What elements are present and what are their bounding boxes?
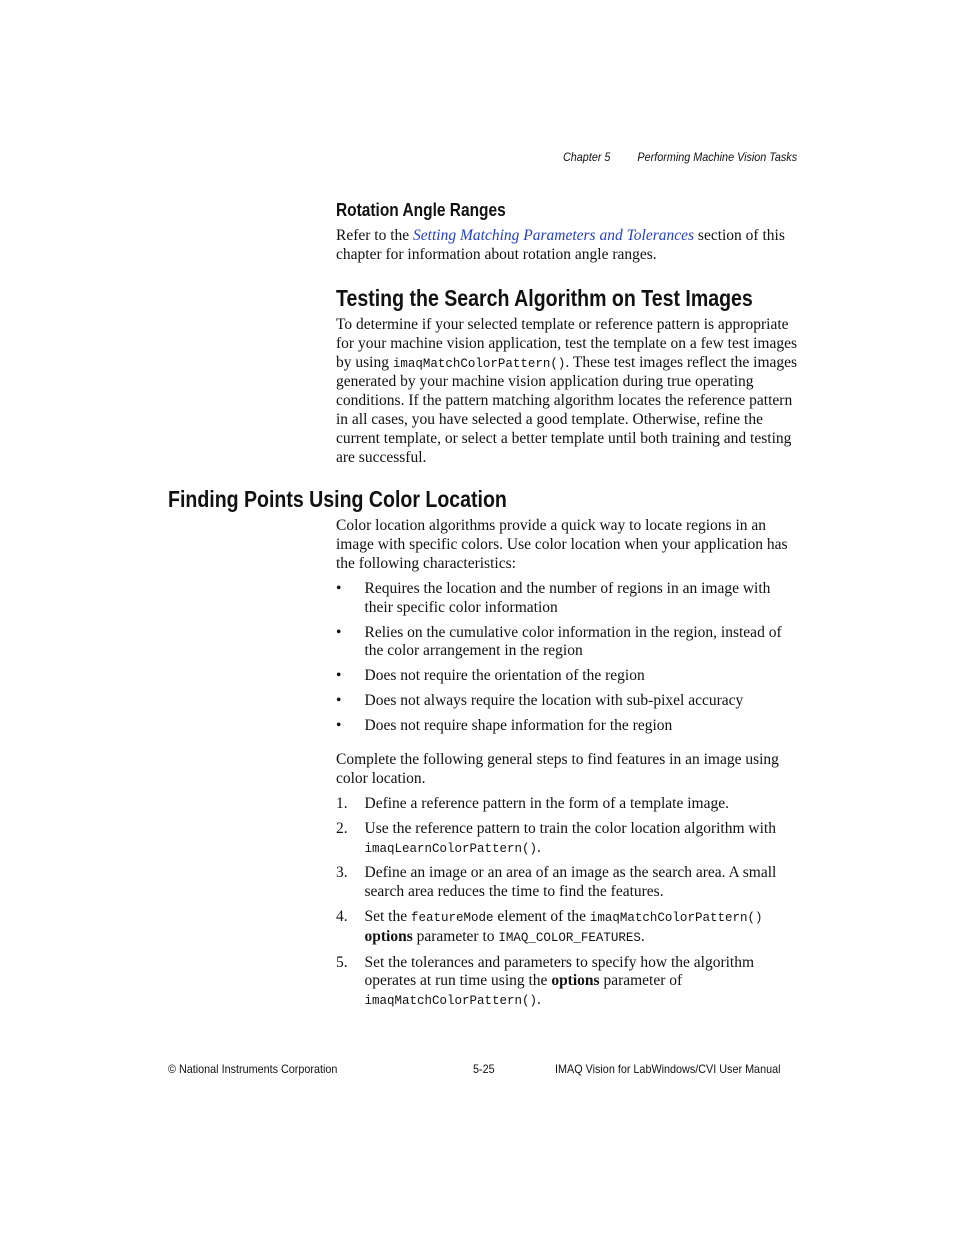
list-item bbox=[336, 624, 801, 662]
list-item-text: Does not always require the location with sub-pixel accuracy bbox=[364, 691, 744, 709]
footer-manual-title: IMAQ Vision for LabWindows/CVI User Manual bbox=[555, 1062, 781, 1076]
step-5 bbox=[336, 954, 801, 1011]
finding-heading: Finding Points Using Color Location bbox=[168, 486, 507, 512]
step-text: Define an image or an area of an image as the search area. A small search area reduces the time to find the features. bbox=[364, 864, 777, 901]
step-text: Set the bbox=[364, 907, 411, 925]
step-text: element of the bbox=[493, 907, 590, 925]
step-number: 2. bbox=[336, 819, 348, 837]
testing-text-2: . These test images reflect the images generated by your machine vision application during true operating conditions. If the pattern matching algorithm locates the reference pattern in all cases, you have selected a good template. Otherwise, refine the current template, or select a better template until both training and testing are successful. bbox=[336, 353, 798, 466]
list-item bbox=[336, 717, 801, 736]
rotation-text-after: section of this chapter for information about rotation angle ranges. bbox=[336, 227, 785, 263]
characteristics-list bbox=[336, 580, 801, 736]
list-item-text: Relies on the cumulative color information in the region, instead of the color arrangement in the region bbox=[364, 623, 782, 660]
steps-intro: Complete the following general steps to find features in an image using color location. bbox=[336, 751, 779, 787]
step-bold: options bbox=[551, 972, 600, 990]
step-number: 3. bbox=[336, 864, 348, 882]
step-end: . bbox=[537, 991, 541, 1009]
testing-text-1: To determine if your selected template or reference pattern is appropriate for your machine vision application, test the template on a few test images by using bbox=[336, 316, 797, 371]
step-text: parameter of bbox=[599, 972, 683, 990]
step-text: parameter to bbox=[412, 927, 499, 945]
footer-page-number: 5-25 bbox=[473, 1062, 495, 1076]
list-item bbox=[336, 667, 801, 686]
footer-copyright bbox=[168, 1062, 337, 1076]
step-number: 1. bbox=[336, 795, 348, 812]
step-code: imaqMatchColorPattern() bbox=[364, 994, 538, 1009]
testing-heading: Testing the Search Algorithm on Test Images bbox=[336, 285, 753, 311]
step-text: Set the tolerances and parameters to specify how the algorithm operates at run time using the bbox=[364, 953, 755, 990]
step-2 bbox=[336, 820, 801, 859]
bullet-marker: • bbox=[336, 623, 342, 641]
bullet-marker: • bbox=[336, 691, 342, 709]
rotation-text-before: Refer to the bbox=[336, 227, 414, 244]
header-title: Performing Machine Vision Tasks bbox=[637, 150, 798, 164]
footer-left-text: © National Instruments Corporation bbox=[168, 1062, 338, 1076]
step-code: imaqMatchColorPattern() bbox=[589, 910, 763, 925]
list-item-text: Does not require shape information for the region bbox=[364, 716, 673, 734]
rotation-heading: Rotation Angle Ranges bbox=[336, 200, 506, 220]
list-item-text: Requires the location and the number of regions in an image with their specific color information bbox=[364, 580, 771, 616]
rotation-paragraph bbox=[336, 227, 801, 265]
step-number: 4. bbox=[336, 907, 348, 925]
step-bold: options bbox=[364, 927, 413, 945]
step-1 bbox=[336, 795, 801, 814]
list-item bbox=[336, 692, 801, 711]
bullet-marker: • bbox=[336, 580, 342, 597]
testing-paragraph bbox=[336, 316, 801, 467]
step-number: 5. bbox=[336, 953, 348, 971]
finding-intro: Color location algorithms provide a quick way to locate regions in an image with specific colors. Use color location when your application has the following characteristics: bbox=[336, 517, 788, 572]
step-code: imaqLearnColorPattern() bbox=[364, 841, 538, 856]
step-text: Define a reference pattern in the form of a template image. bbox=[364, 795, 729, 812]
step-4 bbox=[336, 908, 801, 948]
testing-code: imaqMatchColorPattern() bbox=[392, 356, 566, 371]
steps-list bbox=[336, 795, 801, 1011]
list-item bbox=[336, 580, 801, 618]
bullet-marker: • bbox=[336, 716, 342, 734]
rotation-link[interactable]: Setting Matching Parameters and Tolerances bbox=[413, 227, 695, 244]
step-code: IMAQ_COLOR_FEATURES bbox=[498, 930, 641, 945]
step-code: featureMode bbox=[411, 910, 494, 925]
step-end: . bbox=[640, 927, 645, 945]
bullet-marker: • bbox=[336, 667, 342, 685]
step-3 bbox=[336, 864, 801, 902]
list-item-text: Does not require the orientation of the region bbox=[364, 667, 645, 685]
running-header bbox=[563, 150, 797, 164]
header-chapter: Chapter 5 bbox=[563, 150, 611, 164]
step-text: Use the reference pattern to train the color location algorithm with bbox=[364, 819, 776, 837]
step-end: . bbox=[537, 838, 541, 856]
